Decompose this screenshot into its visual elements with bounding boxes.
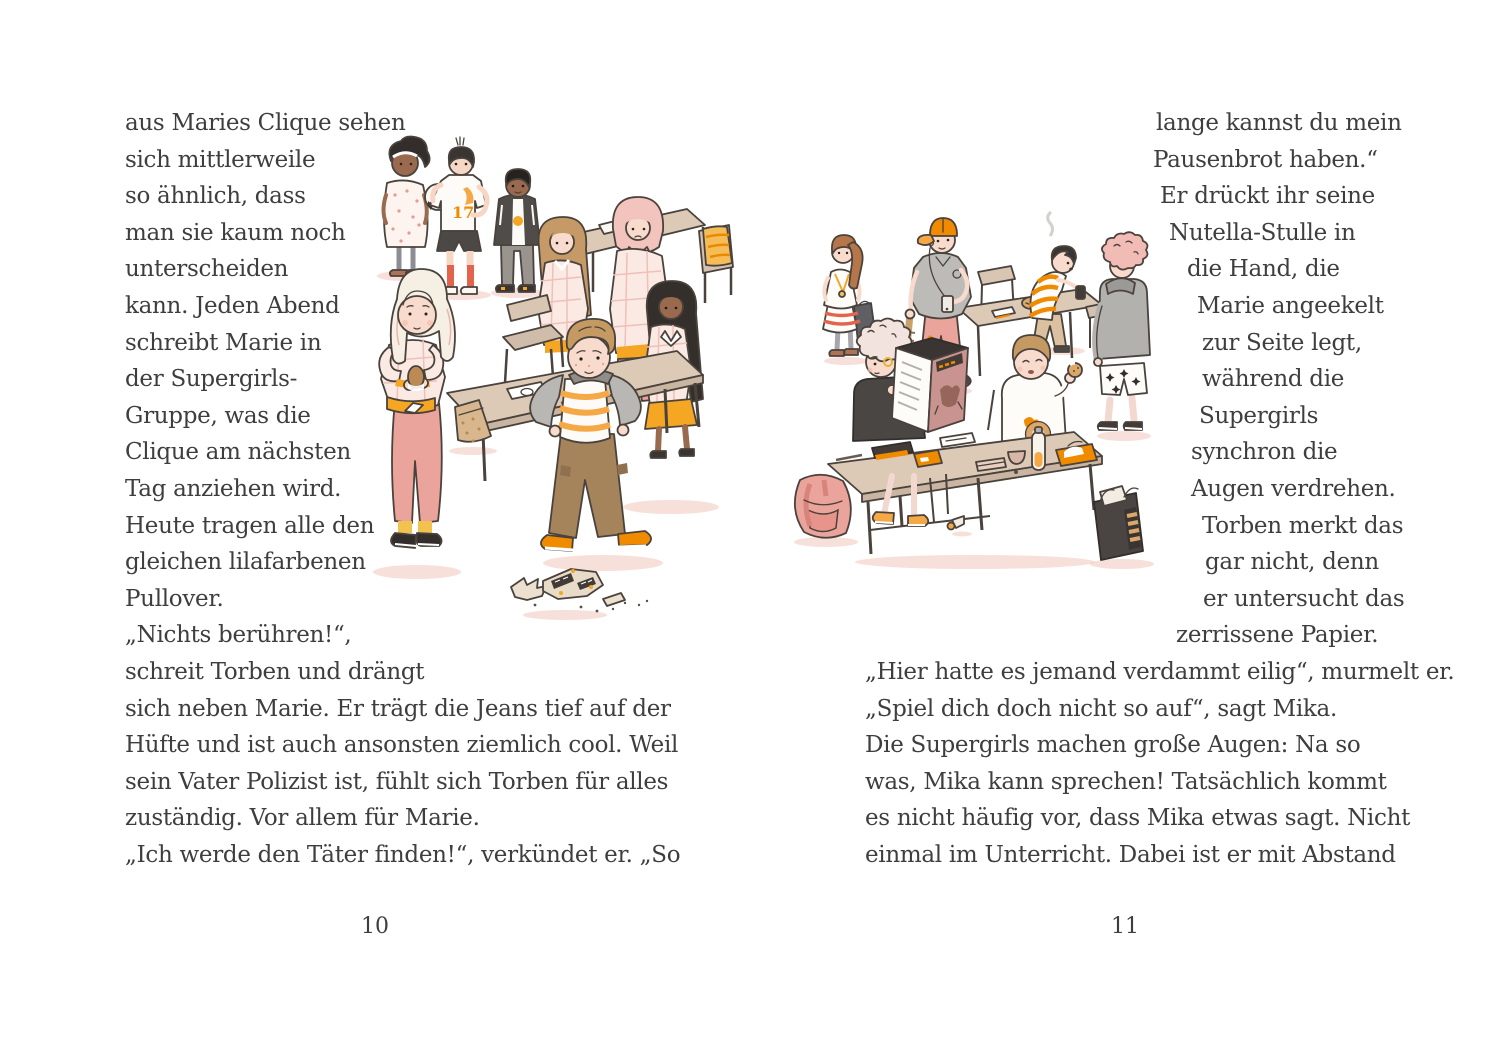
text-line: Marie angeekelt [1197,292,1384,319]
torn-wrapper [511,569,648,612]
text-line: was, Mika kann sprechen! Tatsächlich kommt [865,768,1387,795]
text-line: zerrissene Papier. [1176,622,1379,649]
text-line: Nutella-Stulle in [1169,219,1356,246]
text-line: schreibt Marie in [125,329,322,356]
text-line: synchron die [1191,439,1338,466]
text-line: Gruppe, was die [125,402,311,429]
character-kid-pinkhair [1094,232,1150,430]
text-line: kann. Jeden Abend [125,292,340,319]
text-line: Pausenbrot haben.“ [1153,146,1378,173]
text-line: einmal im Unterricht. Dabei ist er mit Abstand [865,841,1396,868]
text-line: Hüfte und ist auch ansonsten ziemlich cool. Weil [125,732,679,759]
text-line: sich mittlerweile [125,146,316,173]
text-line: schreit Torben und drängt [125,658,425,685]
page-right [750,0,1500,1059]
pink-backpack [795,475,851,538]
text-line: gar nicht, denn [1205,549,1379,576]
page-number-right: 11 [1111,914,1139,939]
jersey-number: 17 [452,203,475,222]
text-line: Tag anziehen wird. [125,475,342,502]
text-line: sich neben Marie. Er trägt die Jeans tief auf der [125,695,671,722]
text-line: unterscheiden [125,256,289,283]
text-line: es nicht häufig vor, dass Mika etwas sagt. Nicht [865,805,1411,832]
text-line: Die Supergirls machen große Augen: Na so [865,732,1361,759]
text-line: Supergirls [1199,402,1319,429]
text-line: sein Vater Polizist ist, fühlt sich Torben für alles [125,768,669,795]
text-line: man sie kaum noch [125,219,346,246]
text-line: so ähnlich, dass [125,183,306,210]
text-line: lange kannst du mein [1156,110,1402,136]
text-line: Heute tragen alle den [125,512,375,539]
character-boy-striped [1029,212,1085,352]
text-line: während die [1202,366,1345,393]
text-line: gleichen lilafarbenen [125,549,366,576]
character-girl-polkadot [384,137,430,277]
text-line: „Hier hatte es jemand verdammt eilig“, murmelt er. [865,658,1455,685]
classroom-illustration-right [780,210,1180,650]
text-line: „Spiel dich doch nicht so auf“, sagt Mika. [865,695,1337,722]
text-line: Pullover. [125,585,224,612]
text-line: Torben merkt das [1202,512,1404,539]
text-line: Augen verdrehen. [1191,475,1396,502]
text-line: „Ich werde den Täter finden!“, verkündet er. „So [125,841,681,868]
black-school-bag [1094,486,1143,560]
text-line: Er drückt ihr seine [1160,183,1375,210]
character-boy-jacket [494,169,540,292]
text-line: zur Seite legt, [1202,329,1362,356]
text-line: Clique am nächsten [125,439,351,466]
text-line: aus Maries Clique sehen [125,110,406,136]
page-number-left: 10 [361,914,389,939]
text-line: der Supergirls- [125,366,298,393]
text-line: die Hand, die [1187,256,1340,283]
text-line: er untersucht das [1203,585,1405,612]
text-line: zuständig. Vor allem für Marie. [125,805,480,832]
text-line: „Nichts berühren!“, [125,622,352,649]
character-marie [379,269,455,548]
shuttlecock [948,516,965,530]
character-girl-soccer [425,137,487,294]
classroom-illustration-left [355,135,765,635]
